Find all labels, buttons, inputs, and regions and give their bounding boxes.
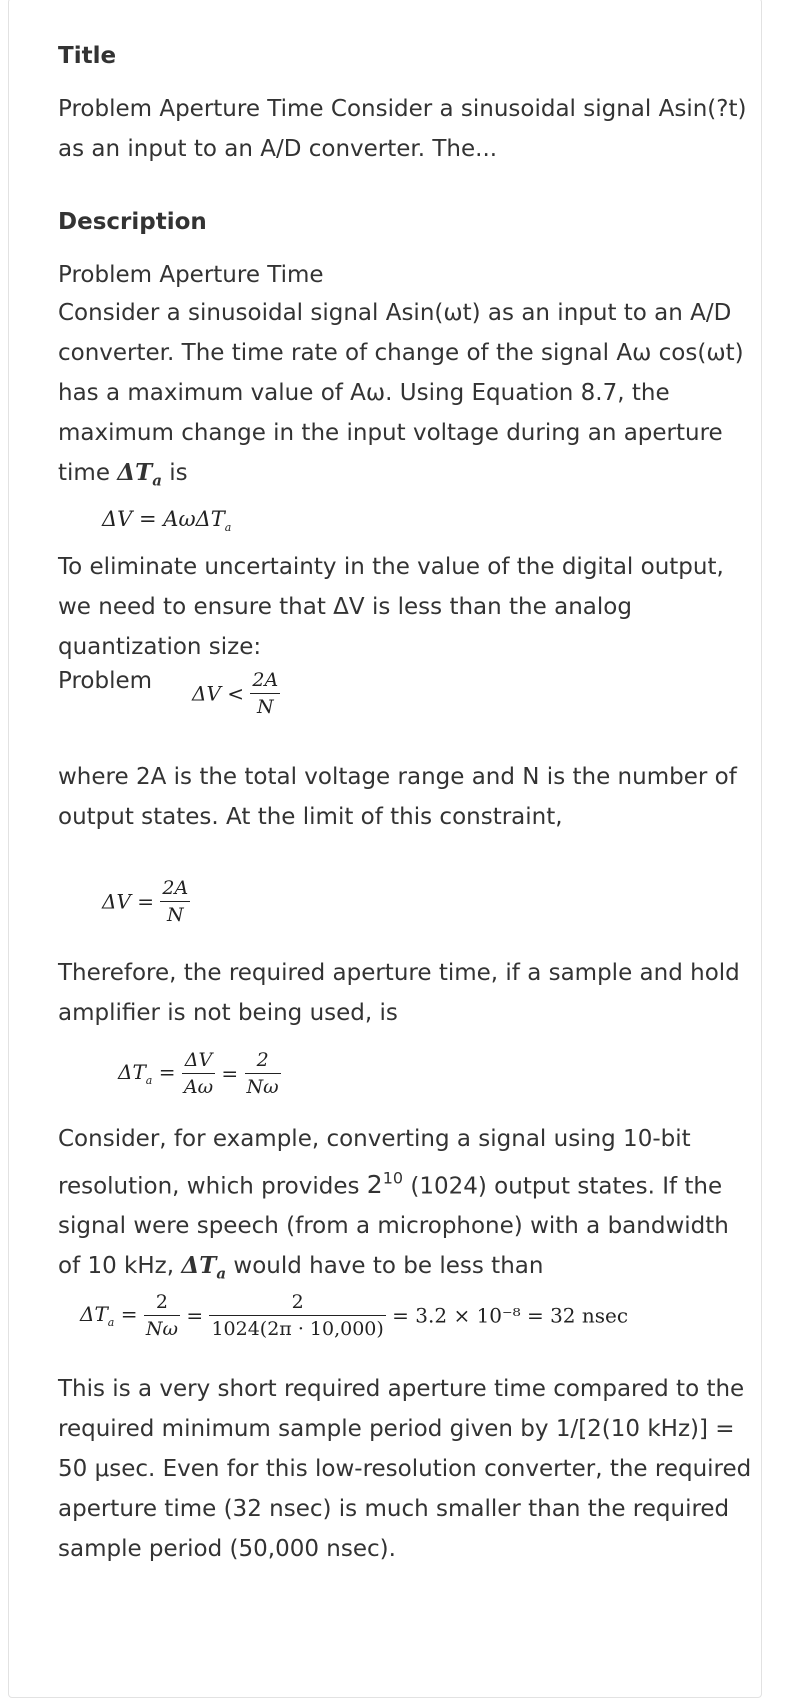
description-heading: Problem Aperture Time (58, 262, 324, 288)
equation-4: $\Delta T_a$ = $\frac{\Delta V}{A\omega}$ = $\frac{2}{N\omega}$ (118, 1049, 279, 1098)
delta-t-a-symbol: $\Delta T_a$ (117, 459, 162, 490)
equation-1: ΔV = AωΔT$_a$ (102, 507, 232, 535)
title-text: Problem Aperture Time Consider a sinusoidal signal Asin(?t) as an input to an A/D converter. The... (58, 96, 747, 162)
paragraph-1-text: Consider a sinusoidal signal Asin(ωt) as an input to an A/D converter. The time rate of change of the signal Aω cos(ωt) has a maximum value of Aω. Using Equation 8.7, the maximum change in the input voltage during an aperture time (58, 300, 744, 486)
problem-label: Problem (58, 668, 153, 694)
equation-2: ΔV < $\frac{2A}{N}$ (192, 669, 279, 718)
paragraph-1 (58, 293, 758, 501)
paragraph-5: Consider, for example, converting a signal using 10-bit resolution, which provides $2^{10}$ (1024) output states. If the signal were speech (from a microphone) with a bandwidth of 10 kHz, $\Delta T_a$ would have to be less than (58, 1126, 729, 1283)
equation-3: ΔV = $\frac{2A}{N}$ (102, 877, 189, 926)
paragraph-6: This is a very short required aperture time compared to the required minimum sample period given by 1/[2(10 kHz)] = 50 μsec. Even for this low-resolution converter, the required aperture time (32 nsec) is much smaller than the required sample period (50,000 nsec). (58, 1376, 752, 1562)
paragraph-3: where 2A is the total voltage range and N is the number of output states. At the limit of this constraint, (58, 764, 737, 830)
title-label: Title (58, 43, 117, 69)
delta-t-a-symbol-2: $\Delta T_a$ (181, 1252, 227, 1283)
paragraph-1-end: is (169, 460, 188, 486)
description-label: Description (58, 209, 207, 235)
equation-5: $\Delta T_a$ = $\frac{2}{N\omega}$ = $\frac{2}{1024(2\pi \cdot 10,000)}$ = 3.2 × 10⁻⁸ = 32 nsec (80, 1291, 629, 1340)
paragraph-2: To eliminate uncertainty in the value of the digital output, we need to ensure that ΔV is less than the analog quantization size: (58, 554, 724, 660)
paragraph-4: Therefore, the required aperture time, if a sample and hold amplifier is not being used, is (58, 960, 740, 1026)
question-card (8, 0, 762, 1698)
